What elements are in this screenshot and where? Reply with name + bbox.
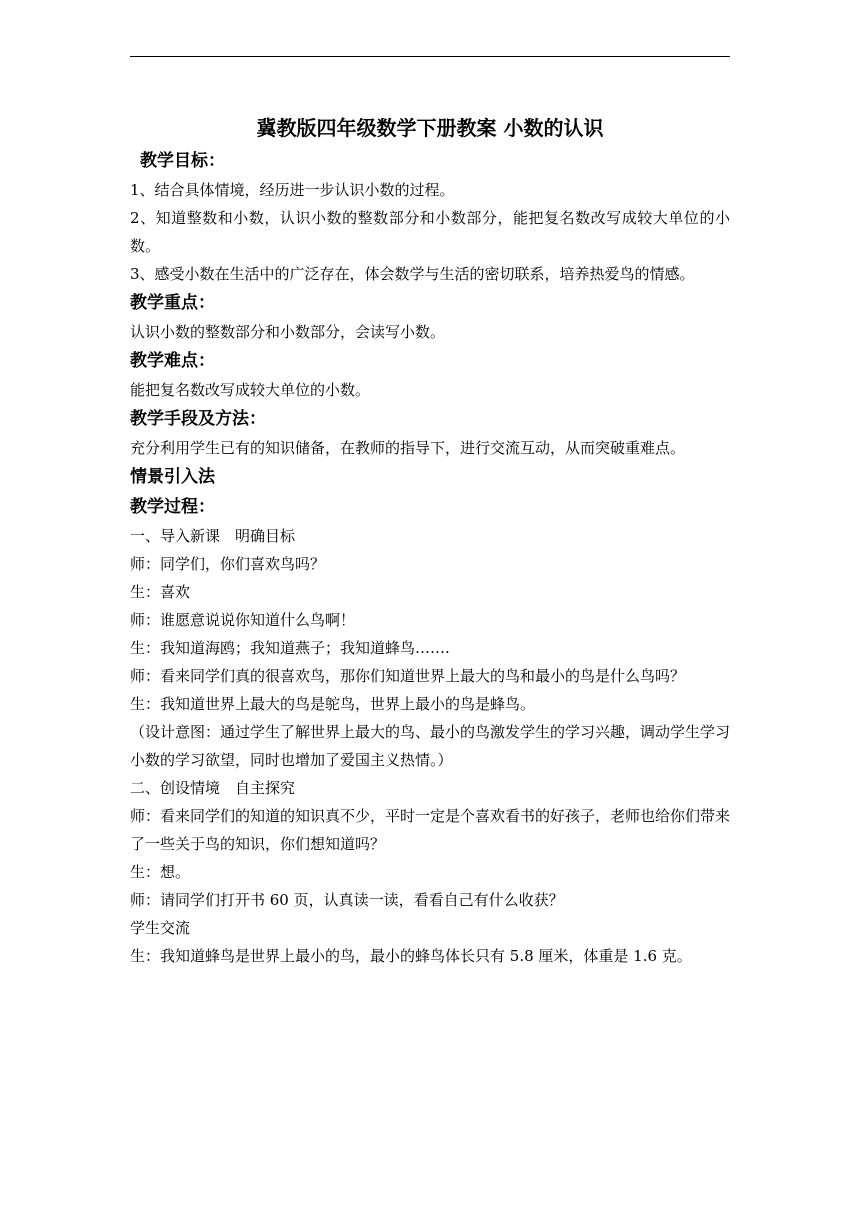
header-rule [130,56,730,57]
difficulties-heading: 教学难点： [130,351,215,371]
process-line: 师：请同学们打开书 60 页，认真读一读，看看自己有什么收获？ [130,891,564,909]
goal-item-2: 2、知道整数和小数，认识小数的整数部分和小数部分，能把复名数改写成较大单位的小数。 [130,209,730,255]
methods-text: 充分利用学生已有的知识储备，在教师的指导下，进行交流互动，从而突破重难点。 [130,439,686,457]
process-line: 师：谁愿意说说你知道什么鸟啊！ [130,611,356,629]
process-line: 生：想。 [130,863,191,881]
process-line: 学生交流 [130,919,191,937]
goal-item-3: 3、感受小数在生活中的广泛存在，体会数学与生活的密切联系，培养热爱鸟的情感。 [130,265,695,283]
process-line: 师：同学们，你们喜欢鸟吗？ [130,555,326,573]
document-title: 冀教版四年级数学下册教案 小数的认识 [256,116,604,140]
process-line: （设计意图：通过学生了解世界上最大的鸟、最小的鸟激发学生的学习兴趣，调动学生学习小数的学习欲望，同时也增加了爱国主义热情。） [130,723,731,769]
process-line: 生：喜欢 [130,583,191,601]
process-line: 一、导入新课 明确目标 [130,527,296,545]
methods-heading: 教学手段及方法： [130,409,266,429]
key-points-heading: 教学重点： [130,293,215,313]
process-line: 师：看来同学们真的很喜欢鸟，那你们知道世界上最大的鸟和最小的鸟是什么鸟吗？ [130,667,686,685]
process-line: 二、创设情境 自主探究 [130,779,296,797]
process-line: 生：我知道世界上最大的鸟是鸵鸟，世界上最小的鸟是蜂鸟。 [130,695,536,713]
process-line: 生：我知道海鸥；我知道燕子；我知道蜂鸟……. [130,639,450,657]
approach-heading: 情景引入法 [130,467,215,487]
goals-heading: 教学目标： [140,151,225,171]
document-body [130,112,730,970]
difficulties-text: 能把复名数改写成较大单位的小数。 [130,381,371,399]
goal-item-1: 1、结合具体情境，经历进一步认识小数的过程。 [130,181,455,199]
process-line: 生：我知道蜂鸟是世界上最小的鸟，最小的蜂鸟体长只有 5.8 厘米，体重是 1.6 克。 [130,947,692,965]
process-heading: 教学过程： [130,497,215,517]
key-points-text: 认识小数的整数部分和小数部分，会读写小数。 [130,323,446,341]
process-line: 师：看来同学们的知道的知识真不少，平时一定是个喜欢看书的好孩子，老师也给你们带来了一些关于鸟的知识，你们想知道吗？ [130,807,731,853]
